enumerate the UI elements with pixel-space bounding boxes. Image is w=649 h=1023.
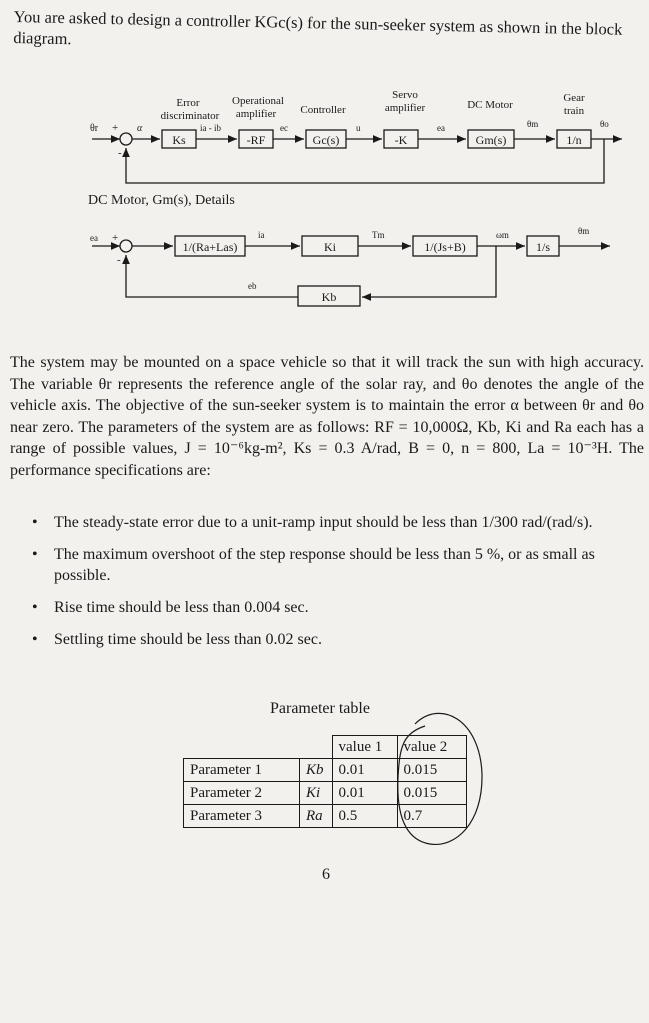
sun-seeker-block-diagram bbox=[90, 89, 622, 183]
header-value-2: value 2 bbox=[397, 736, 466, 759]
header-dc-motor: DC Motor bbox=[467, 99, 513, 111]
block-kb-label: Kb bbox=[321, 290, 337, 304]
spec-text: The steady-state error due to a unit-ramp input should be less than 1/300 rad/(rad/s). bbox=[54, 514, 593, 531]
signal-ia: ia bbox=[258, 230, 265, 240]
block-gear-label: 1/n bbox=[566, 133, 582, 147]
header-servo-amplifier-2: amplifier bbox=[384, 102, 426, 114]
spec-text: Settling time should be less than 0.02 sec. bbox=[54, 631, 322, 648]
signal-ea: ea bbox=[437, 123, 445, 133]
signal-theta-m-2: θm bbox=[578, 226, 590, 236]
signal-theta-o: θo bbox=[600, 119, 609, 129]
spec-list bbox=[30, 512, 642, 661]
spec-text: The maximum overshoot of the step response should be less than 5 %, or as small as possible. bbox=[54, 546, 595, 584]
block-mech-label: 1/(Js+B) bbox=[424, 240, 466, 254]
empty-cell bbox=[300, 736, 333, 759]
bullet-icon: • bbox=[32, 514, 38, 531]
param-symbol: Kb bbox=[300, 759, 333, 782]
signal-ia-ib: ia - ib bbox=[200, 123, 221, 133]
summing-junction-1 bbox=[120, 133, 132, 145]
header-gear-train-2: train bbox=[563, 105, 585, 117]
signal-ea-2: ea bbox=[90, 233, 98, 243]
block-gm-label: Gm(s) bbox=[475, 133, 507, 147]
header-servo-amplifier-1: Servo bbox=[392, 89, 418, 101]
dc-motor-block-diagram bbox=[90, 226, 610, 306]
signal-u: u bbox=[356, 123, 361, 133]
signal-theta-r: θr bbox=[90, 123, 99, 134]
param-value-1: 0.01 bbox=[332, 759, 397, 782]
block-ks-label: Ks bbox=[172, 133, 186, 147]
table-caption: Parameter table bbox=[270, 700, 370, 717]
header-value-1: value 1 bbox=[332, 736, 397, 759]
spec-item bbox=[30, 544, 642, 586]
sum-plus-1: + bbox=[112, 122, 119, 134]
param-value-2: 0.015 bbox=[397, 782, 466, 805]
bullet-icon: • bbox=[32, 631, 38, 648]
block-ki-label: Ki bbox=[324, 240, 336, 254]
signal-tm: Tm bbox=[372, 230, 385, 240]
header-error-discriminator-1: Error bbox=[176, 97, 200, 109]
signal-ec: ec bbox=[280, 123, 288, 133]
header-operational-amplifier-2: amplifier bbox=[235, 108, 277, 120]
param-value-1: 0.5 bbox=[332, 805, 397, 828]
block-integrator-label: 1/s bbox=[535, 240, 551, 254]
param-symbol: Ki bbox=[300, 782, 333, 805]
signal-theta-m: θm bbox=[527, 119, 539, 129]
empty-cell bbox=[184, 736, 300, 759]
dc-motor-title: DC Motor, Gm(s), Details bbox=[88, 193, 235, 208]
param-name: Parameter 2 bbox=[184, 782, 300, 805]
signal-alpha: α bbox=[137, 123, 143, 134]
handwritten-circle-mark bbox=[385, 704, 485, 850]
param-value-2: 0.015 bbox=[397, 759, 466, 782]
sum-minus-2: - bbox=[117, 254, 121, 266]
block-diagrams bbox=[0, 0, 649, 340]
summing-junction-2 bbox=[120, 240, 132, 252]
spec-item bbox=[30, 512, 642, 533]
header-error-discriminator-2: discriminator bbox=[160, 110, 220, 122]
sum-minus-1: - bbox=[118, 147, 122, 159]
block-armature-label: 1/(Ra+Las) bbox=[182, 240, 238, 254]
block-gc-label: Gc(s) bbox=[312, 133, 340, 147]
bullet-icon: • bbox=[32, 546, 38, 563]
header-controller: Controller bbox=[300, 104, 346, 116]
param-value-1: 0.01 bbox=[332, 782, 397, 805]
intro-text: You are asked to design a controller KGc(s) for the sun-seeker system as shown in the block diagram. bbox=[13, 6, 623, 49]
spec-item bbox=[30, 629, 642, 650]
param-symbol: Ra bbox=[300, 805, 333, 828]
block-k-label: -K bbox=[394, 133, 408, 147]
problem-description bbox=[10, 352, 644, 481]
spec-text: Rise time should be less than 0.004 sec. bbox=[54, 599, 309, 616]
param-name: Parameter 3 bbox=[184, 805, 300, 828]
block-rf-label: -RF bbox=[246, 133, 266, 147]
signal-eb: eb bbox=[248, 281, 257, 291]
param-value-2: 0.7 bbox=[397, 805, 466, 828]
page-number: 6 bbox=[322, 866, 330, 883]
param-name: Parameter 1 bbox=[184, 759, 300, 782]
header-operational-amplifier-1: Operational bbox=[232, 95, 284, 107]
bullet-icon: • bbox=[32, 599, 38, 616]
problem-paragraph: The system may be mounted on a space vehicle so that it will track the sun with high accuracy. The variable θr represents the reference angle of the solar ray, and θo denotes the angle of the vehicle axis. The objective of the sun-seeker system is to maintain the error α between θr and θo near zero. The parameters of the system are as follows: RF = 10,000Ω, Kb, Ki and Ra each has a range of possible values, J = 10⁻⁶kg-m², Ks = 0.3 A/rad, B = 0, n = 800, La = 10⁻³H. The performance specifications are: bbox=[10, 354, 644, 479]
header-gear-train-1: Gear bbox=[563, 92, 585, 104]
signal-omega-m: ωm bbox=[496, 230, 509, 240]
spec-item bbox=[30, 597, 642, 618]
sum-plus-2: + bbox=[112, 232, 119, 244]
